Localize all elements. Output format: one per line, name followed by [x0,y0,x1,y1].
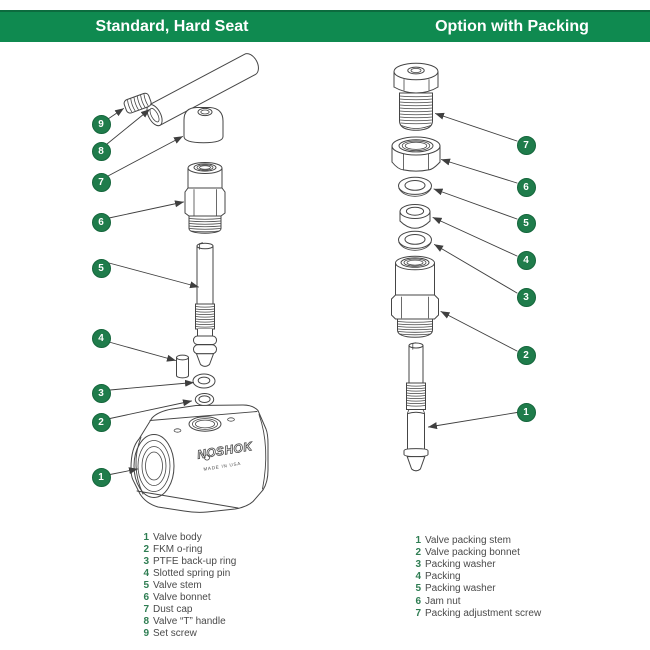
legend-item [143,628,236,640]
valve-stem-drawing [194,243,217,367]
callout-left-7: 7 [92,173,111,192]
jam-nut-drawing [392,137,440,171]
legend-item-number: 2 [143,543,149,555]
legend-item-label: Slotted spring pin [153,567,231,579]
legend-item-label: Valve packing stem [425,535,511,547]
legend-item-label: Packing washer [425,583,496,595]
packing-washer-lower-drawing [399,231,432,250]
legend-item-number: 3 [143,555,149,567]
legend-item [415,607,541,619]
packing-adjustment-screw-drawing [394,63,438,130]
legend-item-label: Jam nut [425,595,461,607]
legend-item [143,555,236,567]
valve-body-made-in-text: MADE IN USA [203,460,242,472]
legend-item-number: 2 [415,547,421,559]
legend-item-number: 1 [415,535,421,547]
valve-body-drawing [131,405,268,512]
callout-left-4: 4 [92,329,111,348]
right-section-title: Option with Packing [435,18,589,35]
legend-item-label: Packing [425,571,461,583]
legend-item-number: 3 [415,559,421,571]
legend-item-label: Valve “T” handle [153,616,226,628]
callout-right-4: 4 [517,251,536,270]
legend-item-label: Set screw [153,628,197,640]
legend-item-label: Valve packing bonnet [425,547,520,559]
legend-item [143,604,236,616]
callout-right-6: 6 [517,178,536,197]
o-ring-drawing [195,394,213,406]
legend-item-label: FKM o-ring [153,543,203,555]
callout-right-2: 2 [517,346,536,365]
legend-item-label: Valve bonnet [153,592,211,604]
legend-item-number: 6 [143,592,149,604]
legend-item-label: Packing adjustment screw [425,607,542,619]
legend-item-number: 6 [415,595,421,607]
legend-item-number: 4 [143,567,149,579]
legend-item [415,583,541,595]
spring-pin-drawing [177,355,189,378]
legend-item-label: Valve body [153,531,202,543]
packing-bonnet-drawing [392,256,439,337]
legend-item-number: 7 [143,604,149,616]
packing-ring-drawing [400,205,430,229]
legend-item-number: 4 [415,571,421,583]
legend-item-label: PTFE back-up ring [153,555,237,567]
legend-item-label: Packing washer [425,559,496,571]
legend-item [143,531,236,543]
callout-left-8: 8 [92,142,111,161]
legend-item [143,616,236,628]
legend-item-number: 1 [143,531,149,543]
dust-cap-drawing [184,108,223,143]
callout-left-2: 2 [92,413,111,432]
legend-packing-option [415,535,541,620]
legend-item-number: 9 [143,628,149,640]
valve-bonnet-drawing [185,163,225,234]
legend-item [415,571,541,583]
legend-item [415,559,541,571]
legend-item [143,579,236,591]
callout-right-5: 5 [517,214,536,233]
callout-left-1: 1 [92,468,111,487]
legend-item-label: Dust cap [153,604,193,616]
callout-right-1: 1 [517,403,536,422]
legend-standard [143,531,236,640]
packing-stem-drawing [404,343,428,471]
legend-item [415,595,541,607]
legend-item-number: 7 [415,607,421,619]
legend-item [415,547,541,559]
callout-left-3: 3 [92,384,111,403]
callout-left-6: 6 [92,213,111,232]
packing-washer-upper-drawing [399,177,432,196]
legend-item [415,535,541,547]
callout-left-5: 5 [92,259,111,278]
legend-item-label: Valve stem [153,579,202,591]
valve-body-brand-text: NOSHOK [196,439,254,462]
callout-right-3: 3 [517,288,536,307]
legend-item-number: 5 [415,583,421,595]
legend-item [143,567,236,579]
left-section-title: Standard, Hard Seat [95,18,249,35]
callout-right-7: 7 [517,136,536,155]
legend-item-number: 5 [143,579,149,591]
legend-item-number: 8 [143,616,149,628]
legend-item [143,591,236,603]
backup-ring-drawing [193,374,215,388]
legend-item [143,543,236,555]
callout-left-9: 9 [92,115,111,134]
